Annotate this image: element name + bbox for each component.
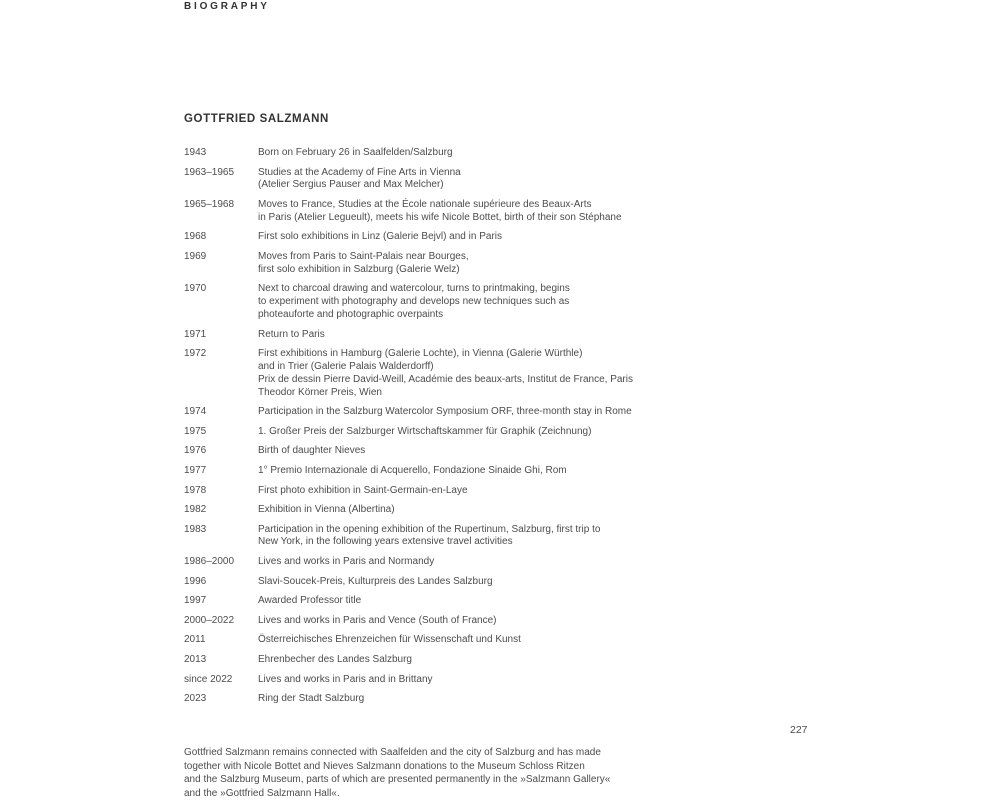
footer-paragraph (184, 746, 744, 800)
timeline-entry (184, 426, 824, 439)
timeline-entry (184, 329, 824, 342)
timeline-line: Return to Paris (258, 328, 325, 340)
timeline-line: Participation in the opening exhibition of the Rupertinum, Salzburg, first trip to (258, 523, 601, 535)
biography-timeline (184, 147, 824, 713)
timeline-line: First solo exhibitions in Linz (Galerie Bejvl) and in Paris (258, 231, 502, 243)
timeline-line: Birth of daughter Nieves (258, 445, 366, 457)
timeline-description (258, 654, 412, 667)
timeline-description (258, 348, 633, 399)
timeline-description (258, 445, 365, 458)
timeline-line: Lives and works in Paris and Vence (South of France) (258, 614, 497, 626)
timeline-line: New York, in the following years extensive travel activities (258, 536, 513, 548)
timeline-entry (184, 167, 824, 193)
timeline-line: First exhibitions in Hamburg (Galerie Lochte), in Vienna (Galerie Würthle) (258, 348, 583, 360)
timeline-line: 1. Großer Preis der Salzburger Wirtschaftskammer für Graphik (Zeichnung) (258, 425, 592, 437)
timeline-year: 1943 (184, 147, 207, 158)
timeline-line: Moves to France, Studies at the École nationale supérieure des Beaux-Arts (258, 198, 592, 210)
timeline-entry (184, 199, 824, 225)
timeline-entry (184, 283, 824, 321)
page-header-label: BIOGRAPHY (184, 1, 270, 12)
timeline-year: 1976 (184, 445, 207, 457)
timeline-entry (184, 556, 824, 569)
timeline-line: Slavi-Soucek-Preis, Kulturpreis des Landes Salzburg (258, 575, 493, 587)
timeline-entry (184, 465, 824, 478)
timeline-entry (184, 595, 824, 608)
timeline-description (258, 524, 600, 550)
timeline-year: 1963–1965 (184, 166, 235, 178)
timeline-description (258, 634, 521, 647)
timeline-description (258, 251, 469, 277)
timeline-entry (184, 504, 824, 517)
timeline-year: 1983 (184, 523, 207, 535)
timeline-year: since 2022 (184, 673, 233, 685)
timeline-line: Österreichisches Ehrenzeichen für Wissenschaft und Kunst (258, 634, 521, 646)
timeline-description (258, 556, 434, 569)
timeline-line: first solo exhibition in Salzburg (Galerie Welz) (258, 263, 460, 275)
timeline-year: 2000–2022 (184, 614, 235, 626)
timeline-line: Moves from Paris to Saint-Palais near Bourges, (258, 250, 469, 262)
timeline-description (258, 283, 570, 321)
timeline-entry (184, 445, 824, 458)
timeline-entry (184, 348, 824, 399)
timeline-entry (184, 251, 824, 277)
timeline-entry (184, 674, 824, 687)
timeline-year: 1969 (184, 250, 207, 262)
timeline-line: Exhibition in Vienna (Albertina) (258, 504, 395, 516)
timeline-line: First photo exhibition in Saint-Germain-en-Laye (258, 484, 468, 496)
timeline-line: Born on February 26 in Saalfelden/Salzburg (258, 147, 453, 158)
page-number: 227 (790, 724, 808, 736)
footer-line: and the »Gottfried Salzmann Hall«. (184, 788, 340, 800)
timeline-description (258, 329, 325, 342)
footer-line: together with Nicole Bottet and Nieves Salzmann donations to the Museum Schloss Ritzen (184, 760, 585, 772)
timeline-description (258, 406, 632, 419)
timeline-description (258, 167, 461, 193)
timeline-description (258, 576, 493, 589)
timeline-year: 1975 (184, 425, 207, 437)
timeline-description (258, 147, 453, 160)
timeline-line: Ring der Stadt Salzburg (258, 693, 365, 705)
timeline-description (258, 693, 364, 706)
timeline-line: Awarded Professor title (258, 595, 362, 607)
timeline-description (258, 615, 496, 628)
timeline-year: 2011 (184, 634, 206, 646)
timeline-description (258, 465, 567, 478)
timeline-year: 1972 (184, 348, 207, 360)
timeline-line: and in Trier (Galerie Palais Walderdorff) (258, 360, 434, 372)
timeline-line: Ehrenbecher des Landes Salzburg (258, 654, 412, 666)
timeline-year: 1968 (184, 231, 207, 243)
timeline-entry (184, 576, 824, 589)
timeline-description (258, 231, 502, 244)
timeline-year: 1970 (184, 283, 207, 295)
timeline-entry (184, 231, 824, 244)
timeline-line: 1° Premio Internazionale di Acquerello, Fondazione Sinaide Ghi, Rom (258, 464, 567, 476)
timeline-year: 1977 (184, 464, 207, 476)
timeline-line: Next to charcoal drawing and watercolour, turns to printmaking, begins (258, 283, 570, 295)
timeline-line: in Paris (Atelier Legueult), meets his wife Nicole Bottet, birth of their son Stéphane (258, 211, 622, 223)
timeline-entry (184, 693, 824, 706)
timeline-description (258, 504, 395, 517)
timeline-description (258, 595, 361, 608)
timeline-year: 1971 (184, 328, 207, 340)
timeline-line: Participation in the Salzburg Watercolor Symposium ORF, three-month stay in Rome (258, 406, 632, 418)
timeline-description (258, 674, 433, 687)
timeline-entry (184, 147, 824, 160)
timeline-line: photeauforte and photographic overpaints (258, 308, 444, 320)
timeline-entry (184, 615, 824, 628)
timeline-year: 2023 (184, 693, 207, 705)
timeline-year: 1986–2000 (184, 556, 235, 568)
timeline-entry (184, 634, 824, 647)
timeline-year: 1974 (184, 406, 207, 418)
timeline-line: Prix de dessin Pierre David-Weill, Académie des beaux-arts, Institut de France, Paris (258, 373, 633, 385)
footer-line: Gottfried Salzmann remains connected with Saalfelden and the city of Salzburg and has made (184, 747, 601, 758)
timeline-year: 1965–1968 (184, 198, 235, 210)
timeline-line: Theodor Körner Preis, Wien (258, 386, 382, 398)
timeline-year: 1982 (184, 504, 207, 516)
timeline-description (258, 426, 591, 439)
timeline-line: Studies at the Academy of Fine Arts in Vienna (258, 166, 461, 178)
page-title: GOTTFRIED SALZMANN (184, 113, 329, 125)
timeline-description (258, 199, 622, 225)
timeline-line: (Atelier Sergius Pauser and Max Melcher) (258, 179, 444, 191)
timeline-year: 1978 (184, 484, 207, 496)
timeline-entry (184, 406, 824, 419)
timeline-line: to experiment with photography and develops new techniques such as (258, 296, 570, 308)
timeline-year: 1996 (184, 575, 207, 587)
timeline-line: Lives and works in Paris and Normandy (258, 556, 435, 568)
timeline-description (258, 485, 468, 498)
timeline-entry (184, 524, 824, 550)
timeline-entry (184, 485, 824, 498)
timeline-line: Lives and works in Paris and in Brittany (258, 673, 433, 685)
footer-line: and the Salzburg Museum, parts of which are presented permanently in the »Salzmann Gallery« (184, 774, 611, 786)
timeline-year: 2013 (184, 654, 207, 666)
timeline-entry (184, 654, 824, 667)
timeline-year: 1997 (184, 595, 207, 607)
